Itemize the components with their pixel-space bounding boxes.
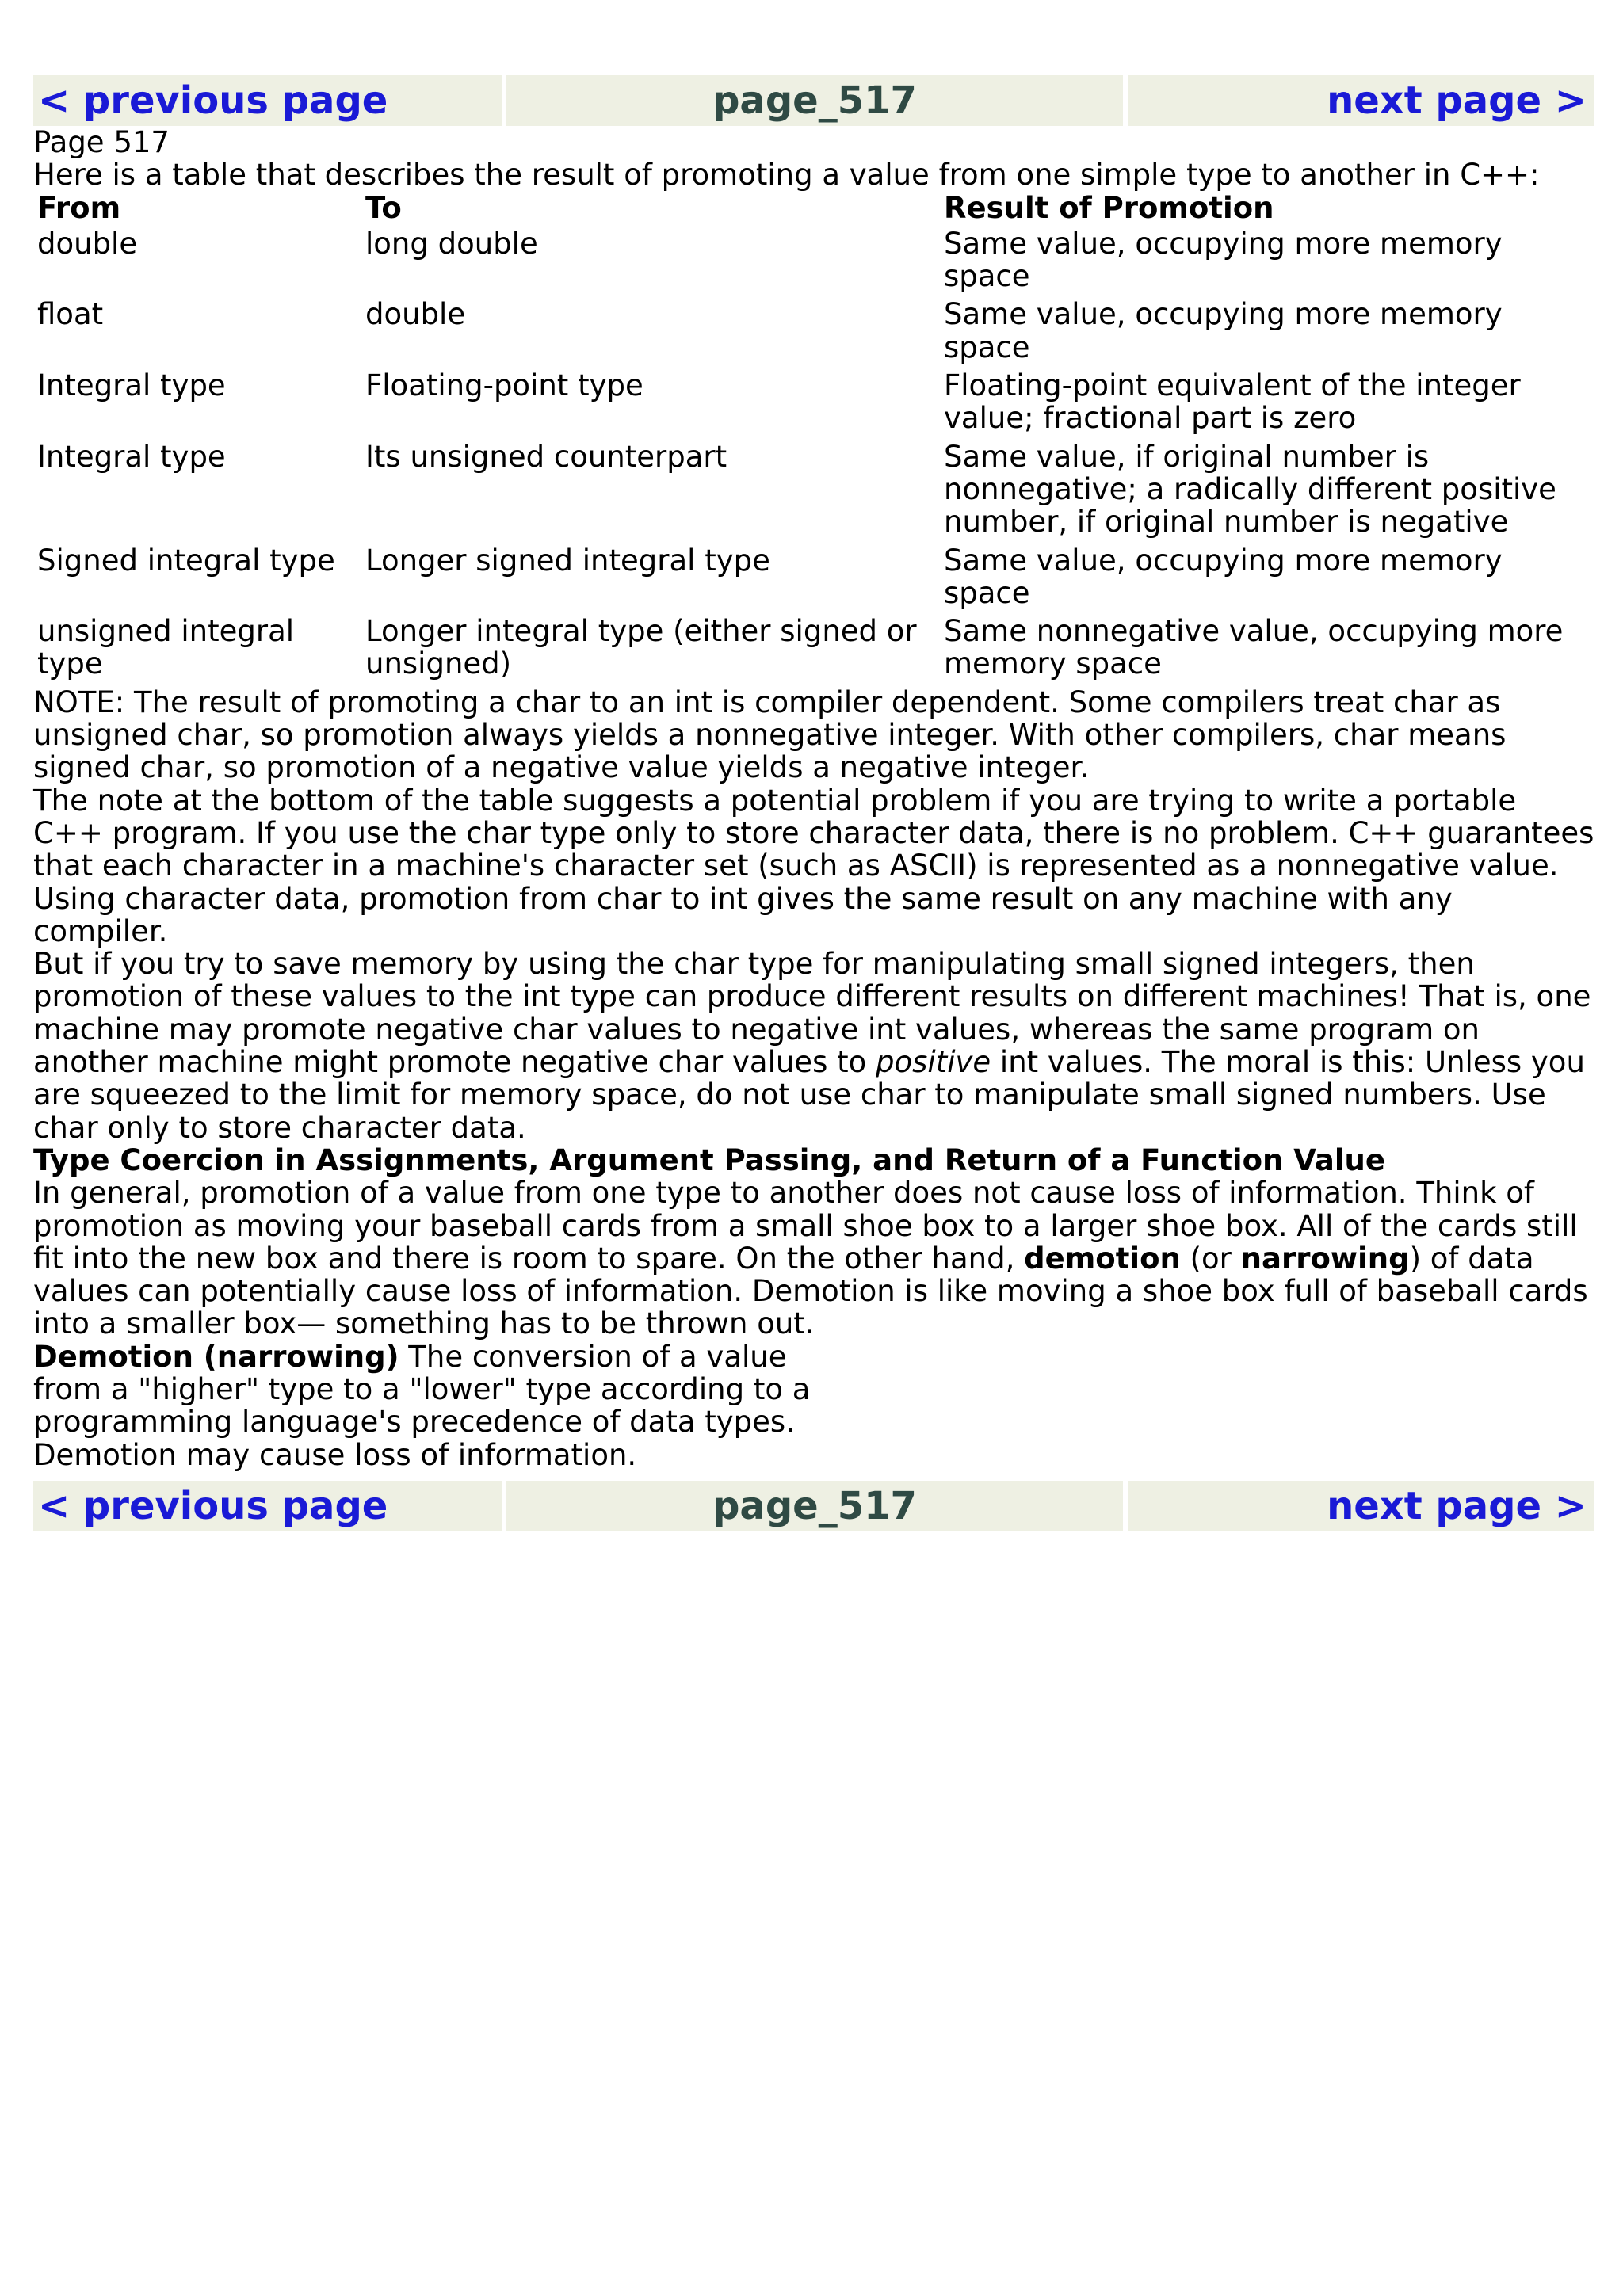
top-nav-bar (33, 75, 1594, 126)
table-row (37, 615, 1591, 686)
table-row (37, 544, 1591, 616)
demotion-text-2: (or (1180, 1241, 1241, 1276)
cell-to: double (365, 297, 466, 332)
cell-from: float (37, 297, 104, 332)
page-number: Page 517 (33, 125, 170, 159)
cell-result: Same value, occupying more memory space (944, 297, 1503, 364)
table-row (37, 298, 1591, 369)
moral-text-1: But if you try to save memory by using the char type for manipulating small signed integers, then promotion of these values to the int type can produce different results on different machines! That is, one machine may promote negative char values to negative int values, whereas the same program on another machine might promote negative char values to (33, 947, 1591, 1080)
cell-from: Integral type (37, 439, 226, 474)
previous-page-link[interactable]: < previous page (33, 1481, 502, 1531)
table-row (37, 227, 1591, 299)
previous-page-link[interactable]: < previous page (33, 75, 502, 126)
paragraph-portability: The note at the bottom of the table suggests a potential problem if you are trying to write a portable C++ program. If you use the char type only to store character data, there is no problem. C++ guarantees that each character in a machine's character set (such as ASCII) is represented as a nonnegative value. Using character data, promotion from char to int gives the same result on any machine with any compiler. (33, 783, 1594, 948)
table-note: NOTE: The result of promoting a char to an int is compiler dependent. Some compilers treat char as unsigned char, so promotion always yields a nonnegative integer. With other compilers, char means signed char, so promotion of a negative value yields a negative integer. (33, 685, 1507, 785)
next-page-link[interactable]: next page > (1128, 75, 1594, 126)
paragraph-moral (33, 948, 1594, 1144)
cell-to: Its unsigned counterpart (365, 439, 727, 474)
cell-from: double (37, 226, 138, 261)
emphasis-positive: positive (876, 1045, 991, 1080)
cell-to: Floating-point type (365, 368, 643, 403)
table-row (37, 369, 1591, 441)
cell-from: Integral type (37, 368, 226, 403)
term-narrowing: narrowing (1240, 1241, 1410, 1276)
cell-from: Signed integral type (37, 543, 335, 578)
cell-result: Same value, occupying more memory space (944, 543, 1503, 610)
header-from: From (37, 190, 121, 225)
header-result: Result of Promotion (944, 190, 1274, 225)
page-id-label: page_517 (506, 1481, 1123, 1531)
bottom-nav-bar (33, 1481, 1594, 1531)
moral-text-2: int values. The moral is this: Unless you are squeezed to the limit for memory space, do not use char to manipulate small signed numbers. Use char only to store character data. (33, 1045, 1585, 1145)
cell-to: Longer signed integral type (365, 543, 770, 578)
page-body (33, 126, 1594, 1471)
definition-box (33, 1341, 826, 1471)
cell-result: Floating-point equivalent of the integer value; fractional part is zero (944, 368, 1521, 436)
header-to: To (365, 190, 402, 225)
demotion-text-3: ) of data values can potentially cause loss of information. Demotion is like moving a shoe box full of baseball cards into a smaller box— something has to be thrown out. (33, 1241, 1588, 1341)
table-header-row (37, 192, 1591, 227)
cell-result: Same value, occupying more memory space (944, 226, 1503, 294)
promotion-table (37, 192, 1591, 686)
intro-text: Here is a table that describes the result of promoting a value from one simple type to another in C++: (33, 158, 1540, 193)
page-id-label: page_517 (506, 75, 1123, 126)
demotion-text-1: In general, promotion of a value from one type to another does not cause loss of information. Think of promotion as moving your baseball cards from a small shoe box to a larger shoe box. All of the cards still fit into the new box and there is room to spare. On the other hand, (33, 1176, 1578, 1276)
page (33, 75, 1594, 1531)
table-row (37, 441, 1591, 544)
cell-to: Longer integral type (either signed or unsigned) (365, 614, 917, 681)
term-demotion: demotion (1024, 1241, 1181, 1276)
cell-result: Same nonnegative value, occupying more memory space (944, 614, 1564, 681)
cell-to: long double (365, 226, 538, 261)
next-page-link[interactable]: next page > (1128, 1481, 1594, 1531)
definition-term: Demotion (narrowing) (33, 1339, 399, 1374)
section-heading: Type Coercion in Assignments, Argument Passing, and Return of a Function Value (33, 1142, 1385, 1177)
definition-text: The conversion of a value from a "higher" type to a "lower" type according to a programming language's precedence of data types. Demotion may cause loss of information. (33, 1339, 811, 1472)
paragraph-demotion (33, 1177, 1594, 1340)
cell-result: Same value, if original number is nonnegative; a radically different positive number, if original number is negative (944, 439, 1556, 540)
cell-from: unsigned integral type (37, 614, 295, 681)
